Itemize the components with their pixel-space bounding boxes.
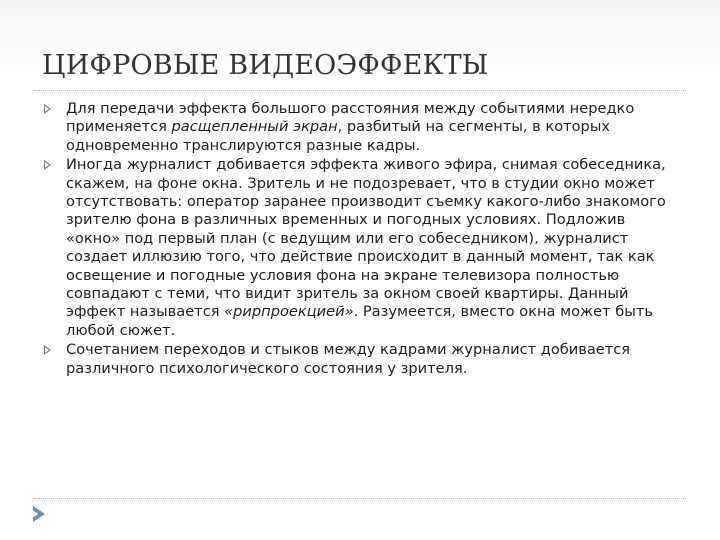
next-slide-arrow-icon[interactable] [32, 505, 46, 523]
bullet-item [42, 100, 682, 155]
triangle-bullet-icon [44, 104, 51, 114]
bullet-text: . Разумеется, вместо окна может быть любой сюжет. [66, 303, 653, 339]
bullet-text: Сочетанием переходов и стыков между кадрами журналист добивается различного психологического состояния у зрителя. [66, 341, 631, 377]
bullet-item [42, 156, 682, 340]
bullet-text: Для передачи эффекта большого расстояния между событиями нередко применяется [66, 100, 635, 136]
bullet-emphasis: «рирпроекцией» [224, 303, 354, 321]
title-divider [34, 90, 686, 91]
bullet-emphasis: расщепленный экран [171, 118, 338, 136]
bullet-text: , разбитый на сегменты, в которых одновременно транслируются разные кадры. [66, 118, 610, 154]
slide-title: ЦИФРОВЫЕ ВИДЕОЭФФЕКТЫ [42, 50, 489, 81]
triangle-bullet-icon [44, 345, 51, 355]
triangle-bullet-icon [44, 160, 51, 170]
bullet-item [42, 341, 682, 378]
bullet-text: Иногда журналист добивается эффекта живого эфира, снимая собеседника, скажем, на фоне окна. Зритель и не подозревает, что в студии окно может отсутствовать: оператор заранее производит съемку какого-либо знакомого зрителю фона в различных временных и погодных условиях. Подложив «окно» под первый план (с ведущим или его собеседником), журналист создает иллюзию того, что действие происходит в данный момент, так как освещение и погодные условия фона на экране телевизора полностью совпадают с теми, что видит зритель за окном своей квартиры. Данный эффект называется [66, 156, 666, 321]
bullet-list [42, 100, 682, 379]
footer-divider [34, 498, 686, 499]
